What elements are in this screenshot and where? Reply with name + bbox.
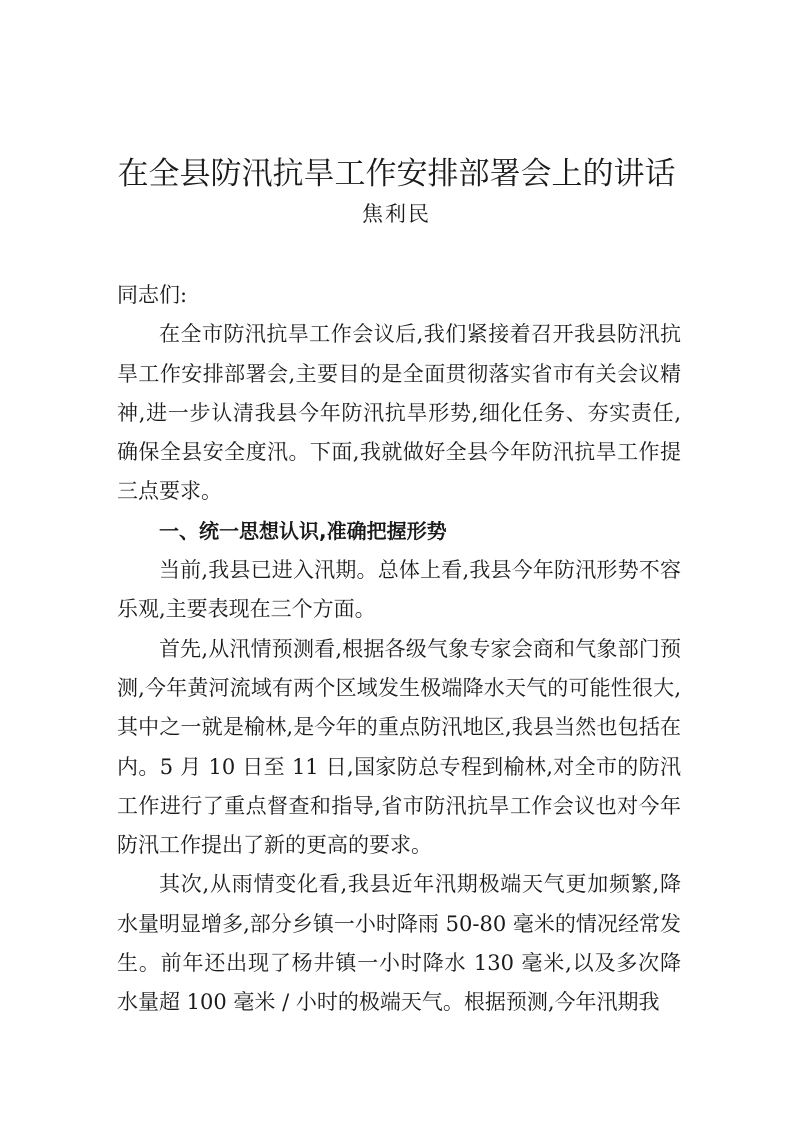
document-body bbox=[117, 276, 681, 1023]
section-heading: 一、统一思想认识,准确把握形势 bbox=[159, 518, 447, 543]
intro-paragraph: 在全市防汛抗旱工作会议后,我们紧接着召开我县防汛抗旱工作安排部署会,主要目的是全面贯彻落实省市有关会议精神,进一步认清我县今年防汛抗旱形势,细化任务、夯实责任,确保全县安全度汛。下面,我就做好全县今年防汛抗旱工作提三点要求。 bbox=[117, 322, 681, 504]
document-title: 在全县防汛抗旱工作安排部署会上的讲话 bbox=[117, 156, 676, 192]
body-paragraph: 当前,我县已进入汛期。总体上看,我县今年防汛形势不容乐观,主要表现在三个方面。 bbox=[117, 558, 681, 622]
body-paragraph: 首先,从汛情预测看,根据各级气象专家会商和气象部门预测,今年黄河流域有两个区域发生极端降水天气的可能性很大,其中之一就是榆林,是今年的重点防汛地区,我县当然也包括在内。5 月 10 日至 11 日,国家防总专程到榆林,对全市的防汛工作进行了重点督查和指导,省市防汛抗旱工作会议也对今年防汛工作提出了新的更高的要求。 bbox=[117, 636, 681, 858]
document-author: 焦利民 bbox=[362, 202, 431, 226]
salutation: 同志们: bbox=[117, 283, 188, 307]
body-paragraph: 其次,从雨情变化看,我县近年汛期极端天气更加频繁,降水量明显增多,部分乡镇一小时降雨 50-80 毫米的情况经常发生。前年还出现了杨井镇一小时降水 130 毫米,以及多次降水量超 100 毫米 / 小时的极端天气。根据预测,今年汛期我 bbox=[117, 872, 681, 1015]
